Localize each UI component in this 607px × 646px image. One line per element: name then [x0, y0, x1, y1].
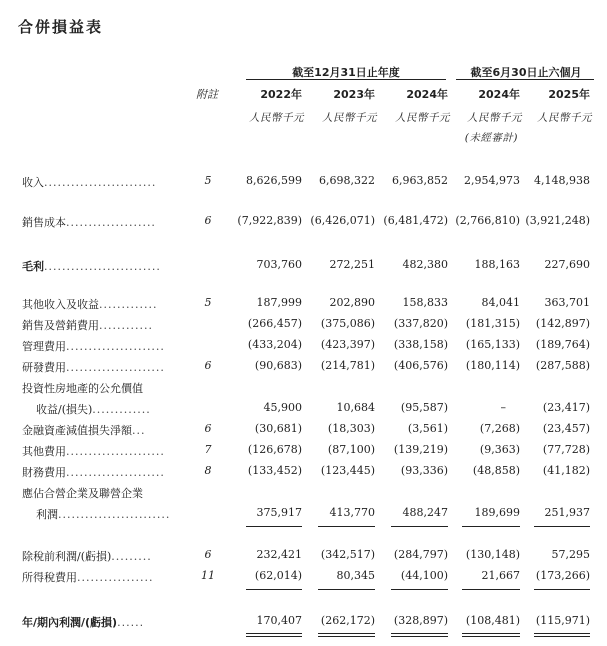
value-2024: (93,336) [400, 464, 448, 477]
value-2025-interim: (173,266) [535, 569, 590, 582]
row-label: 除稅前利潤/(虧損) [22, 550, 112, 563]
value-2024-interim: (48,858) [472, 464, 520, 477]
value-2024: (44,100) [400, 569, 448, 582]
value-2023: (423,397) [320, 338, 375, 351]
row-impairment-losses: 金融資產減值損失淨額... 6 (30,681) (18,303) (3,561) (7,268) (23,457) [22, 422, 590, 437]
value-2024: 6,963,852 [392, 174, 448, 187]
value-2024: (406,576) [393, 359, 448, 372]
value-2023: 10,684 [336, 401, 375, 414]
row-label: 收入 [22, 176, 44, 189]
value-2022: (266,457) [247, 317, 302, 330]
value-2024-interim: (108,481) [465, 614, 520, 627]
value-2024: (337,820) [393, 317, 448, 330]
value-2022: 45,900 [263, 401, 302, 414]
row-label: 其他收入及收益 [22, 298, 99, 311]
row-label: 應佔合營企業及聯營企業 [22, 487, 143, 500]
subtotal2-rule-2023 [318, 589, 375, 590]
row-label: 毛利 [22, 260, 44, 273]
row-label: 年/期內利潤/(虧損) [22, 616, 118, 629]
annual-group-rule [246, 79, 446, 80]
value-2024-interim: 189,699 [474, 506, 520, 519]
value-2022: (7,922,839) [237, 214, 302, 227]
value-2025-interim: (41,182) [542, 464, 590, 477]
statement-title: 合併損益表 [18, 18, 104, 36]
unit-label-3: 人民幣千元 [395, 112, 450, 124]
subtotal-rule-2022 [246, 526, 302, 527]
value-2023: (262,172) [320, 614, 375, 627]
note-ref: 6 [204, 359, 212, 372]
row-label: 收益/(損失) [36, 403, 93, 416]
row-finance-costs: 財務費用...................... 8 (133,452) (123,445) (93,336) (48,858) (41,182) [22, 464, 590, 479]
value-2024-interim: 84,041 [481, 296, 520, 309]
value-2025-interim: (287,588) [535, 359, 590, 372]
total-rule-2024 [391, 633, 448, 637]
value-2023: (18,303) [327, 422, 375, 435]
value-2025-interim: 227,690 [544, 258, 590, 271]
row-other-expenses: 其他費用...................... 7 (126,678) (87,100) (139,219) (9,363) (77,728) [22, 443, 590, 458]
value-2024: 488,247 [402, 506, 448, 519]
value-2022: 232,421 [256, 548, 302, 561]
row-label: 研發費用 [22, 361, 66, 374]
row-profit-before-tax: 除稅前利潤/(虧損)......... 6 232,421 (342,517) (284,797) (130,148) 57,295 [22, 548, 590, 563]
subtotal2-rule-2024-interim [462, 589, 520, 590]
value-2023: 202,890 [329, 296, 375, 309]
value-2023: 272,251 [329, 258, 375, 271]
subtotal-rule-2023 [318, 526, 375, 527]
value-2022: (133,452) [247, 464, 302, 477]
row-fair-value-gain-loss: 收益/(損失)............. 45,900 10,684 (95,587) – (23,417) [36, 401, 590, 416]
value-2023: (342,517) [320, 548, 375, 561]
value-2023: 80,345 [336, 569, 375, 582]
value-2022: 703,760 [256, 258, 302, 271]
unit-label-2: 人民幣千元 [322, 112, 377, 124]
value-2025-interim: (77,728) [542, 443, 590, 456]
value-2023: (375,086) [320, 317, 375, 330]
note-ref: 11 [201, 569, 215, 582]
value-2024-interim: (9,363) [479, 443, 520, 456]
row-income-tax: 所得稅費用................. 11 (62,014) 80,345 (44,100) 21,667 (173,266) [22, 569, 590, 584]
value-2023: (214,781) [320, 359, 375, 372]
year-header-2022: 2022年 [260, 88, 302, 101]
row-rd-expenses: 研發費用...................... 6 (90,683) (214,781) (406,576) (180,114) (287,588) [22, 359, 590, 374]
value-2025-interim: (3,921,248) [525, 214, 590, 227]
value-2024: (6,481,472) [383, 214, 448, 227]
value-2024: (328,897) [393, 614, 448, 627]
value-2022: 170,407 [256, 614, 302, 627]
row-label: 金融資產減值損失淨額 [22, 424, 132, 437]
note-ref: 7 [204, 443, 212, 456]
value-2024-interim: 188,163 [474, 258, 520, 271]
note-ref: 6 [204, 548, 212, 561]
year-header-2023: 2023年 [333, 88, 375, 101]
value-2024-interim: (7,268) [479, 422, 520, 435]
note-ref: 5 [204, 174, 212, 187]
interim-group-rule [456, 79, 594, 80]
row-label: 利潤 [36, 508, 58, 521]
value-2022: (30,681) [254, 422, 302, 435]
row-other-income: 其他收入及收益............. 5 187,999 202,890 158,833 84,041 363,701 [22, 296, 590, 311]
value-2022: (433,204) [247, 338, 302, 351]
value-2025-interim: 363,701 [544, 296, 590, 309]
subtotal-rule-2024-interim [462, 526, 520, 527]
total-rule-2023 [318, 633, 375, 637]
year-header-2025-interim: 2025年 [548, 88, 590, 101]
value-2023: (6,426,071) [310, 214, 375, 227]
subtotal2-rule-2024 [391, 589, 448, 590]
value-2025-interim: (142,897) [535, 317, 590, 330]
row-revenue: 收入......................... 5 8,626,599 6,698,322 6,963,852 2,954,973 4,148,938 [22, 174, 590, 189]
row-label: 投資性房地產的公允價值 [22, 382, 143, 395]
value-2024: (3,561) [407, 422, 448, 435]
value-2025-interim: (23,457) [542, 422, 590, 435]
row-gross-profit: 毛利.......................... 703,760 272,251 482,380 188,163 227,690 [22, 258, 590, 273]
value-2022: 375,917 [256, 506, 302, 519]
unaudited-label: (未經審計) [464, 132, 518, 144]
unit-label-1: 人民幣千元 [249, 112, 304, 124]
value-2023: 413,770 [329, 506, 375, 519]
value-2024: (139,219) [393, 443, 448, 456]
value-2024-interim: 2,954,973 [464, 174, 520, 187]
value-2024: (95,587) [400, 401, 448, 414]
value-2024: (284,797) [393, 548, 448, 561]
value-2025-interim: 57,295 [551, 548, 590, 561]
value-2025-interim: 251,937 [544, 506, 590, 519]
row-selling-expenses: 銷售及營銷費用............ (266,457) (375,086) (337,820) (181,315) (142,897) [22, 317, 590, 332]
subtotal-rule-2025-interim [534, 526, 590, 527]
row-share-of-profits: 利潤......................... 375,917 413,770 488,247 189,699 251,937 [36, 506, 590, 521]
value-2022: (90,683) [254, 359, 302, 372]
subtotal2-rule-2025-interim [534, 589, 590, 590]
subtotal-rule-2024 [391, 526, 448, 527]
row-share-of-jv-heading [0, 485, 607, 501]
row-label: 銷售成本 [22, 216, 66, 229]
row-label: 財務費用 [22, 466, 66, 479]
year-header-2024-interim: 2024年 [478, 88, 520, 101]
total-rule-2025-interim [534, 633, 590, 637]
row-label: 其他費用 [22, 445, 66, 458]
unit-label-4: 人民幣千元 [467, 112, 522, 124]
value-2024-interim: – [500, 401, 506, 414]
value-2023: 6,698,322 [319, 174, 375, 187]
row-label: 銷售及營銷費用 [22, 319, 99, 332]
value-2024: 482,380 [402, 258, 448, 271]
row-label: 管理費用 [22, 340, 66, 353]
subtotal2-rule-2022 [246, 589, 302, 590]
value-2025-interim: (189,764) [535, 338, 590, 351]
value-2025-interim: 4,148,938 [534, 174, 590, 187]
value-2024-interim: (130,148) [465, 548, 520, 561]
value-2022: 187,999 [256, 296, 302, 309]
note-column-header: 附註 [196, 88, 218, 101]
year-header-2024: 2024年 [406, 88, 448, 101]
note-ref: 5 [204, 296, 212, 309]
interim-group-header: 截至6月30日止六個月 [470, 66, 582, 79]
value-2024-interim: (180,114) [465, 359, 520, 372]
row-label: 所得稅費用 [22, 571, 77, 584]
value-2022: 8,626,599 [246, 174, 302, 187]
note-ref: 8 [204, 464, 212, 477]
row-cost-of-sales: 銷售成本.................... 6 (7,922,839) (6,426,071) (6,481,472) (2,766,810) (3,921,248) [22, 214, 590, 229]
row-net-profit: 年/期內利潤/(虧損)...... 170,407 (262,172) (328,897) (108,481) (115,971) [22, 614, 590, 629]
value-2023: (87,100) [327, 443, 375, 456]
value-2024-interim: 21,667 [481, 569, 520, 582]
value-2024-interim: (165,133) [465, 338, 520, 351]
annual-group-header: 截至12月31日止年度 [292, 66, 400, 79]
value-2024-interim: (2,766,810) [455, 214, 520, 227]
value-2022: (62,014) [254, 569, 302, 582]
note-ref: 6 [204, 214, 212, 227]
note-ref: 6 [204, 422, 212, 435]
row-investment-property-heading [0, 380, 607, 396]
value-2025-interim: (23,417) [542, 401, 590, 414]
total-rule-2024-interim [462, 633, 520, 637]
total-rule-2022 [246, 633, 302, 637]
value-2024: 158,833 [402, 296, 448, 309]
value-2022: (126,678) [247, 443, 302, 456]
value-2024: (338,158) [393, 338, 448, 351]
value-2023: (123,445) [320, 464, 375, 477]
value-2025-interim: (115,971) [535, 614, 590, 627]
row-admin-expenses: 管理費用...................... (433,204) (423,397) (338,158) (165,133) (189,764) [22, 338, 590, 353]
unit-label-5: 人民幣千元 [537, 112, 592, 124]
value-2024-interim: (181,315) [465, 317, 520, 330]
